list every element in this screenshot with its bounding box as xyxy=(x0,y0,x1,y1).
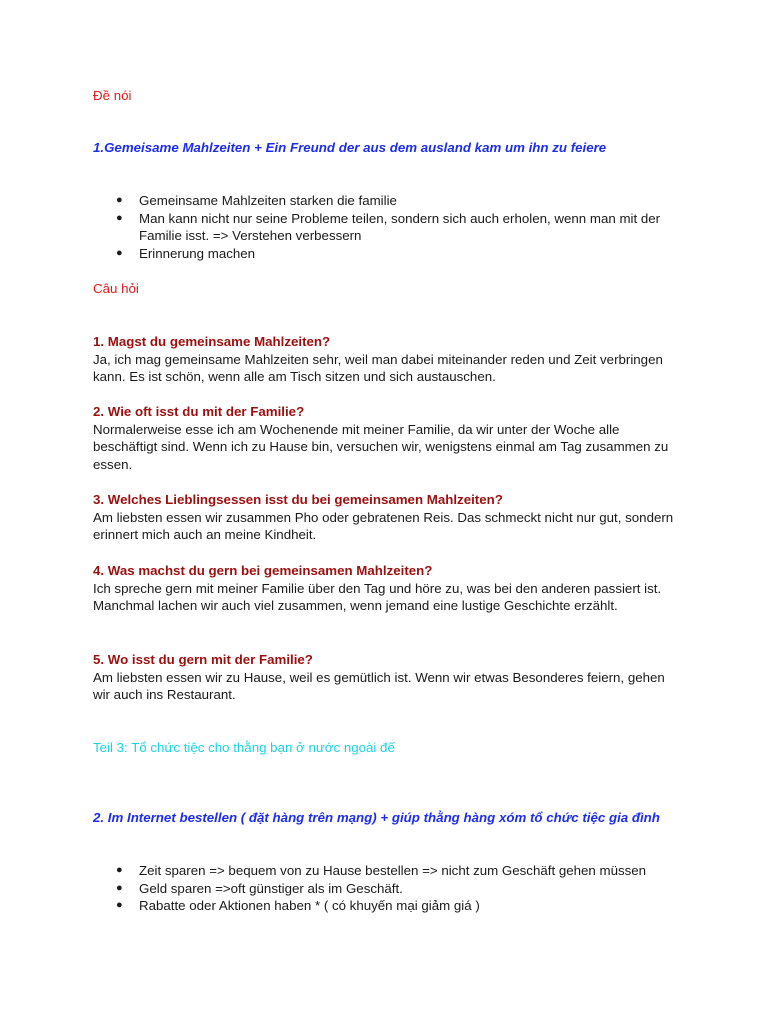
section-label-cau-hoi: Câu hỏi xyxy=(93,281,139,296)
bullet-icon: ● xyxy=(116,881,123,894)
topic-heading-2: 2. Im Internet bestellen ( đặt hàng trên mạng) + giúp thằng hàng xóm tổ chức tiệc gia đình xyxy=(93,810,660,825)
list-item-text: Zeit sparen => bequem von zu Hause bestellen => nicht zum Geschäft gehen müssen xyxy=(139,863,647,878)
list-item-text: Gemeinsame Mahlzeiten starken die familie xyxy=(139,193,397,208)
question-title: 5. Wo isst du gern mit der Familie? xyxy=(93,652,313,667)
bullet-icon: ● xyxy=(116,194,123,206)
list-item-text: Erinnerung machen xyxy=(139,245,256,261)
bullet-icon: ● xyxy=(116,211,123,224)
question-answer: Am liebsten essen wir zu Hause, weil es gemütlich ist. Wenn wir etwas Besonderes feiern, gehen wir auch ins Restaurant. xyxy=(93,669,665,703)
question-block xyxy=(93,333,683,386)
question-block xyxy=(93,651,683,704)
question-title: 3. Welches Lieblingsessen isst du bei gemeinsamen Mahlzeiten? xyxy=(93,492,503,507)
list-item-text: Geld sparen =>oft günstiger als im Geschäft. xyxy=(139,880,403,896)
question-block xyxy=(93,562,683,615)
topic-1-bullet-list xyxy=(93,192,683,262)
question-block xyxy=(93,403,683,473)
question-answer: Am liebsten essen wir zusammen Pho oder gebratenen Reis. Das schmeckt nicht nur gut, sondern erinnert mich auch an meine Kindheit. xyxy=(93,509,674,543)
list-item xyxy=(93,192,683,210)
bullet-icon: ● xyxy=(116,246,123,259)
teil-3-label: Teil 3: Tổ chức tiệc cho thằng bạn ở nước ngoài đế xyxy=(93,740,395,755)
question-title: 4. Was machst du gern bei gemeinsamen Mahlzeiten? xyxy=(93,563,433,578)
list-item xyxy=(93,880,683,898)
list-item xyxy=(93,245,683,263)
topic-heading-1: 1.Gemeisame Mahlzeiten + Ein Freund der aus dem ausland kam um ihn zu feiere xyxy=(93,140,607,155)
list-item xyxy=(93,210,683,245)
question-block xyxy=(93,491,683,544)
question-answer: Ja, ich mag gemeinsame Mahlzeiten sehr, weil man dabei miteinander reden und Zeit verbringen kann. Es ist schön, wenn alle am Tisch sitzen und sich austauschen. xyxy=(93,351,663,385)
list-item-text: Man kann nicht nur seine Probleme teilen, sondern sich auch erholen, wenn man mit der Familie isst. => Verstehen verbessern xyxy=(139,210,661,244)
question-answer: Ich spreche gern mit meiner Familie über den Tag und höre zu, was bei den anderen passiert ist. Manchmal lachen wir auch viel zusammen, wenn jemand eine lustige Geschichte erzählt. xyxy=(93,580,662,614)
list-item-text: Rabatte oder Aktionen haben * ( có khuyến mại giảm giá ) xyxy=(139,898,480,914)
list-item xyxy=(93,862,683,880)
topic-2-bullet-list xyxy=(93,862,683,915)
bullet-icon: ● xyxy=(116,864,123,876)
question-title: 1. Magst du gemeinsame Mahlzeiten? xyxy=(93,334,331,349)
section-label-de-noi: Đề nói xyxy=(93,88,132,103)
question-title: 2. Wie oft isst du mit der Familie? xyxy=(93,404,305,419)
list-item xyxy=(93,897,683,915)
bullet-icon: ● xyxy=(116,899,123,912)
question-answer: Normalerweise esse ich am Wochenende mit meiner Familie, da wir unter der Woche alle beschäftigt sind. Wenn ich zu Hause bin, versuchen wir, wenigstens einmal am Tag zusammen zu essen. xyxy=(93,421,669,472)
